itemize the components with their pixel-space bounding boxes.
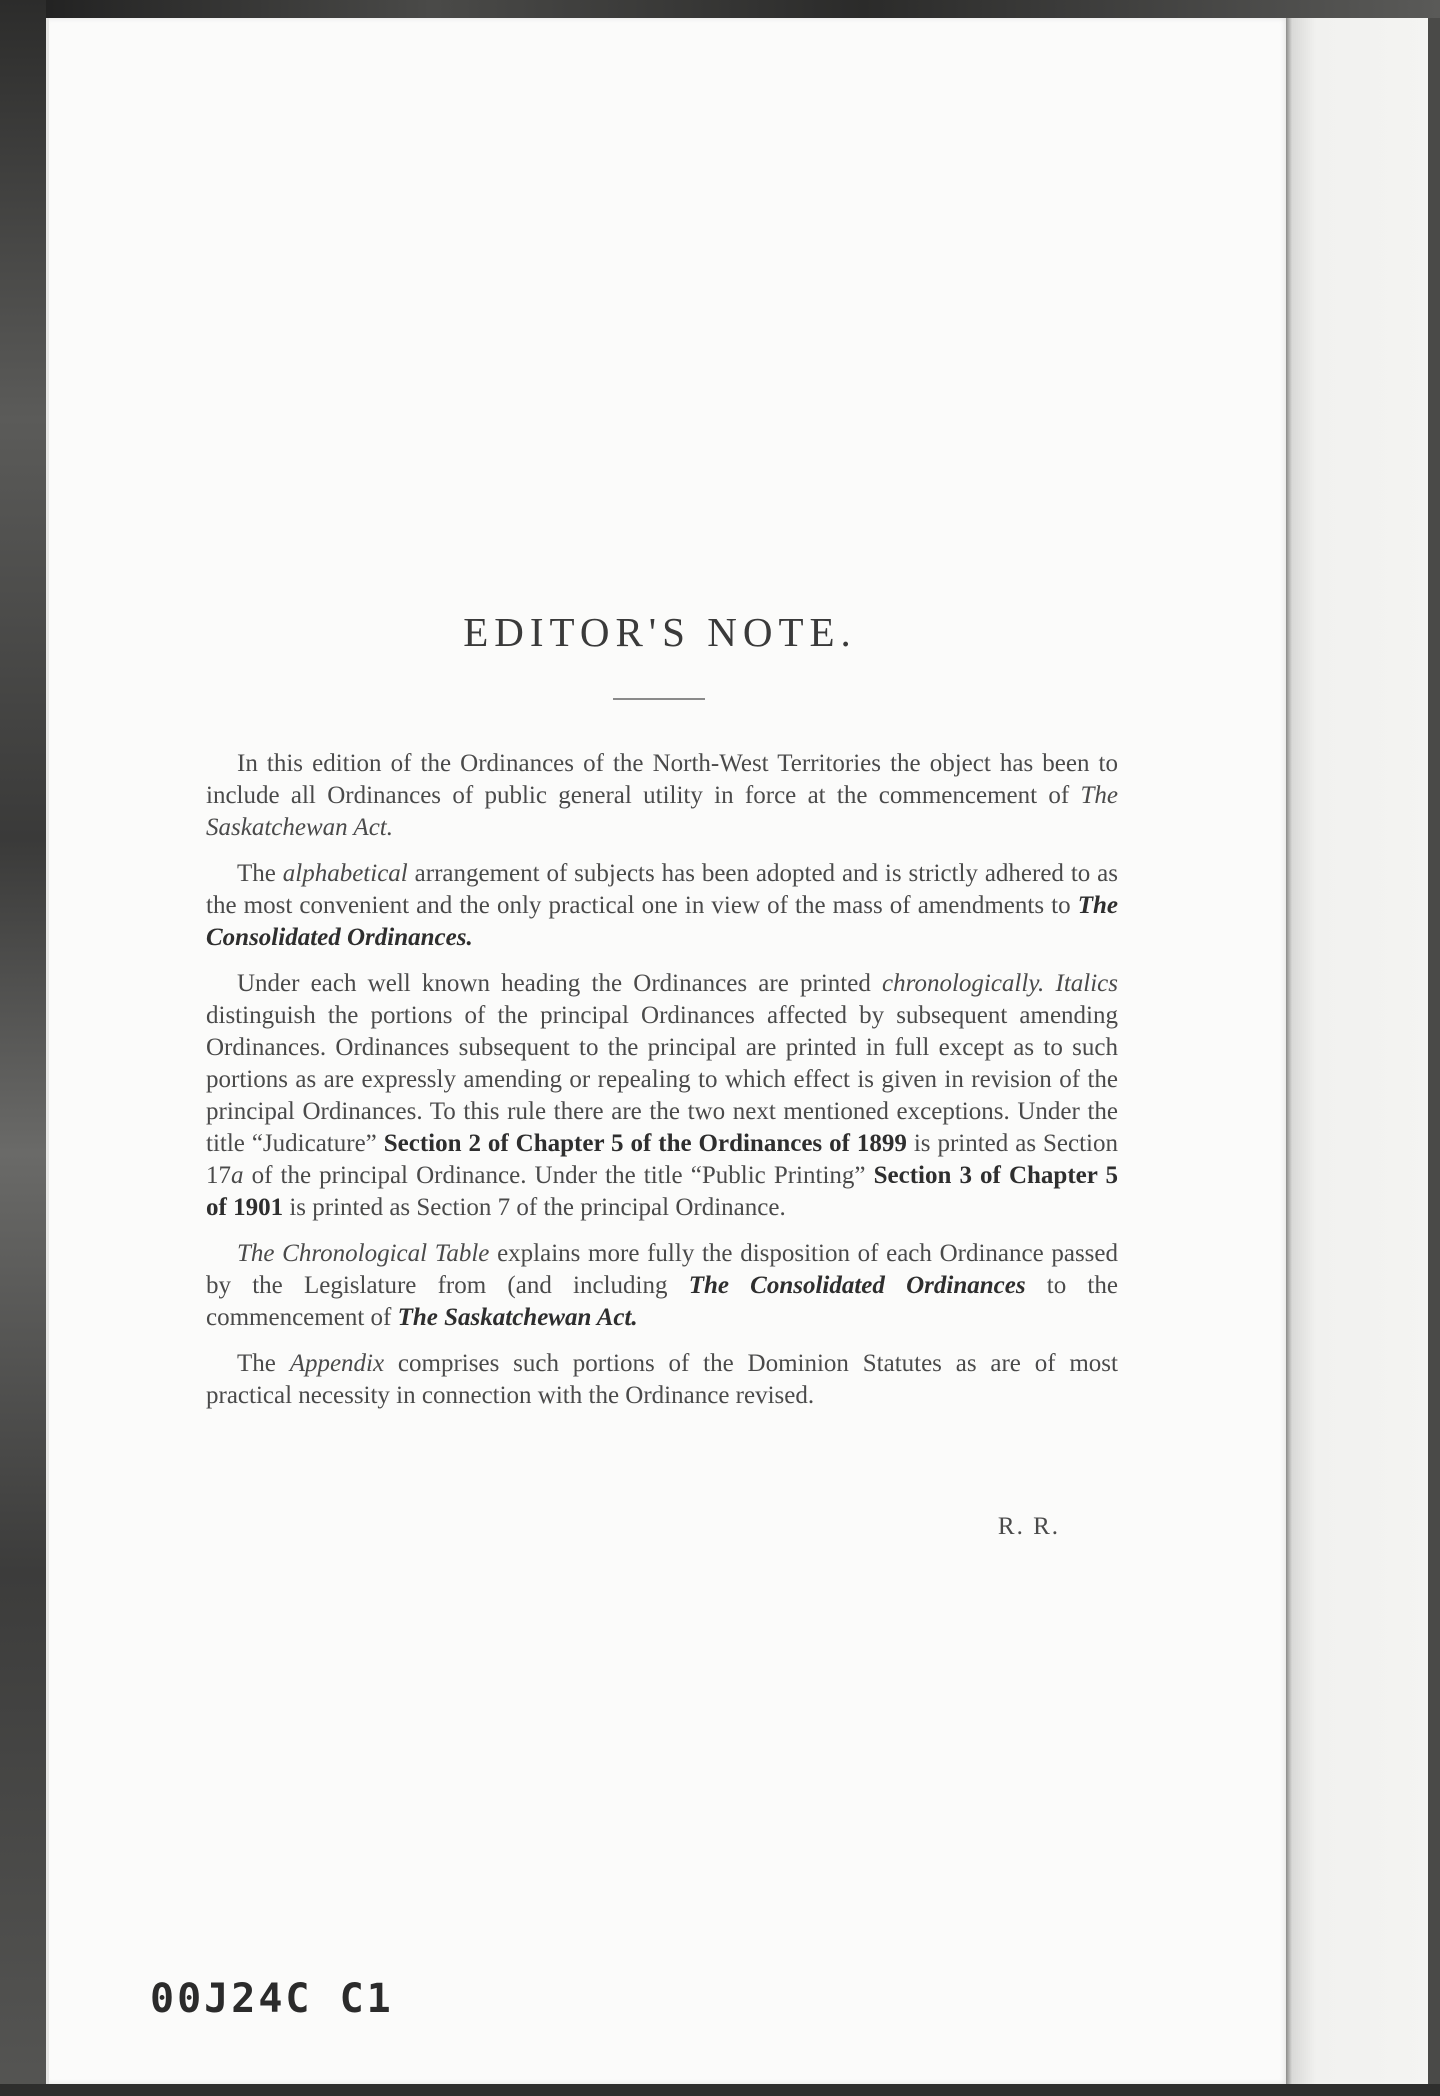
- scan-bottom-edge: [0, 2084, 1440, 2096]
- paragraph-text-segment: 17: [206, 1162, 231, 1189]
- paragraph-text-segment: Section 3 of Chapter 5 of 1901: [206, 1162, 1118, 1221]
- paragraph-text-segment: The Chronological Table: [237, 1240, 490, 1267]
- paragraph-text-segment: is printed as Section 7 of the principal Ordinance.: [283, 1194, 786, 1221]
- paragraph-text-segment: Section 2 of Chapter 5 of the Ordinances of 1899: [383, 1130, 907, 1157]
- adjacent-page-edge: [1286, 18, 1440, 2084]
- scan-left-edge: [0, 0, 46, 2096]
- editors-note-body: [206, 748, 1118, 1426]
- paragraph-text-segment: The Consolidated Ordinances.: [206, 892, 1118, 951]
- paragraph: [206, 1348, 1118, 1412]
- paragraph-text-segment: distinguish the portions of the principal Ordinances affected by subsequent amending Ordinances. Ordinances subsequent to the principal are printed in full except as to such portions as are expressly amending or repealing to which effect is given in revision of the principal Ordinances. To this rule there are the two next mentioned exceptions. Under the title “Judicature”: [206, 1002, 1118, 1157]
- paragraph-text-segment: is printed as Section: [906, 1130, 1118, 1157]
- paragraph-text-segment: The Saskatchewan Act.: [206, 782, 1118, 841]
- paragraph: [206, 968, 1118, 1224]
- paragraph-text-segment: Italics: [1055, 970, 1118, 997]
- paragraph: [206, 748, 1118, 844]
- paragraph-text-segment: The Consolidated Ordinances: [688, 1272, 1026, 1299]
- paragraph-text-segment: explains more fully the disposition of each Ordinance passed by the Legislature from (and including: [206, 1240, 1118, 1299]
- paragraph: [206, 858, 1118, 954]
- paragraph-text-segment: [1044, 970, 1055, 997]
- paragraph-text-segment: to the commencement of: [206, 1272, 1118, 1331]
- paragraph-text-segment: alphabetical: [282, 860, 408, 887]
- archive-stamp-number: 00J24C C1: [150, 1976, 394, 2022]
- paragraph-text-segment: comprises such portions of the Dominion Statutes as are of most practical necessity in connection with the Ordinance revised.: [206, 1350, 1118, 1409]
- paragraph: [206, 1238, 1118, 1334]
- paragraph-text-segment: arrangement of subjects has been adopted and is strictly adhered to as the most convenient and the only practical one in view of the mass of amendments to: [206, 860, 1118, 919]
- paragraph-text-segment: a: [231, 1162, 244, 1189]
- paragraph-text-segment: of the principal Ordinance. Under the title “Public Printing”: [243, 1162, 874, 1189]
- paragraph-text-segment: chronologically.: [882, 970, 1045, 997]
- signature-initials: R. R.: [997, 1513, 1060, 1540]
- paragraph-text-segment: The: [237, 1350, 290, 1377]
- title-rule: [613, 698, 705, 700]
- paragraph-text-segment: The Saskatchewan Act.: [397, 1304, 638, 1331]
- page-title: EDITOR'S NOTE.: [463, 609, 857, 655]
- paragraph-text-segment: The: [237, 860, 283, 887]
- paragraph-text-segment: Appendix: [289, 1350, 385, 1377]
- paragraph-text-segment: In this edition of the Ordinances of the North-West Territories the object has been to include all Ordinances of public general utility in force at the commencement of: [206, 750, 1118, 809]
- paragraph-text-segment: Under each well known heading the Ordinances are printed: [237, 970, 883, 997]
